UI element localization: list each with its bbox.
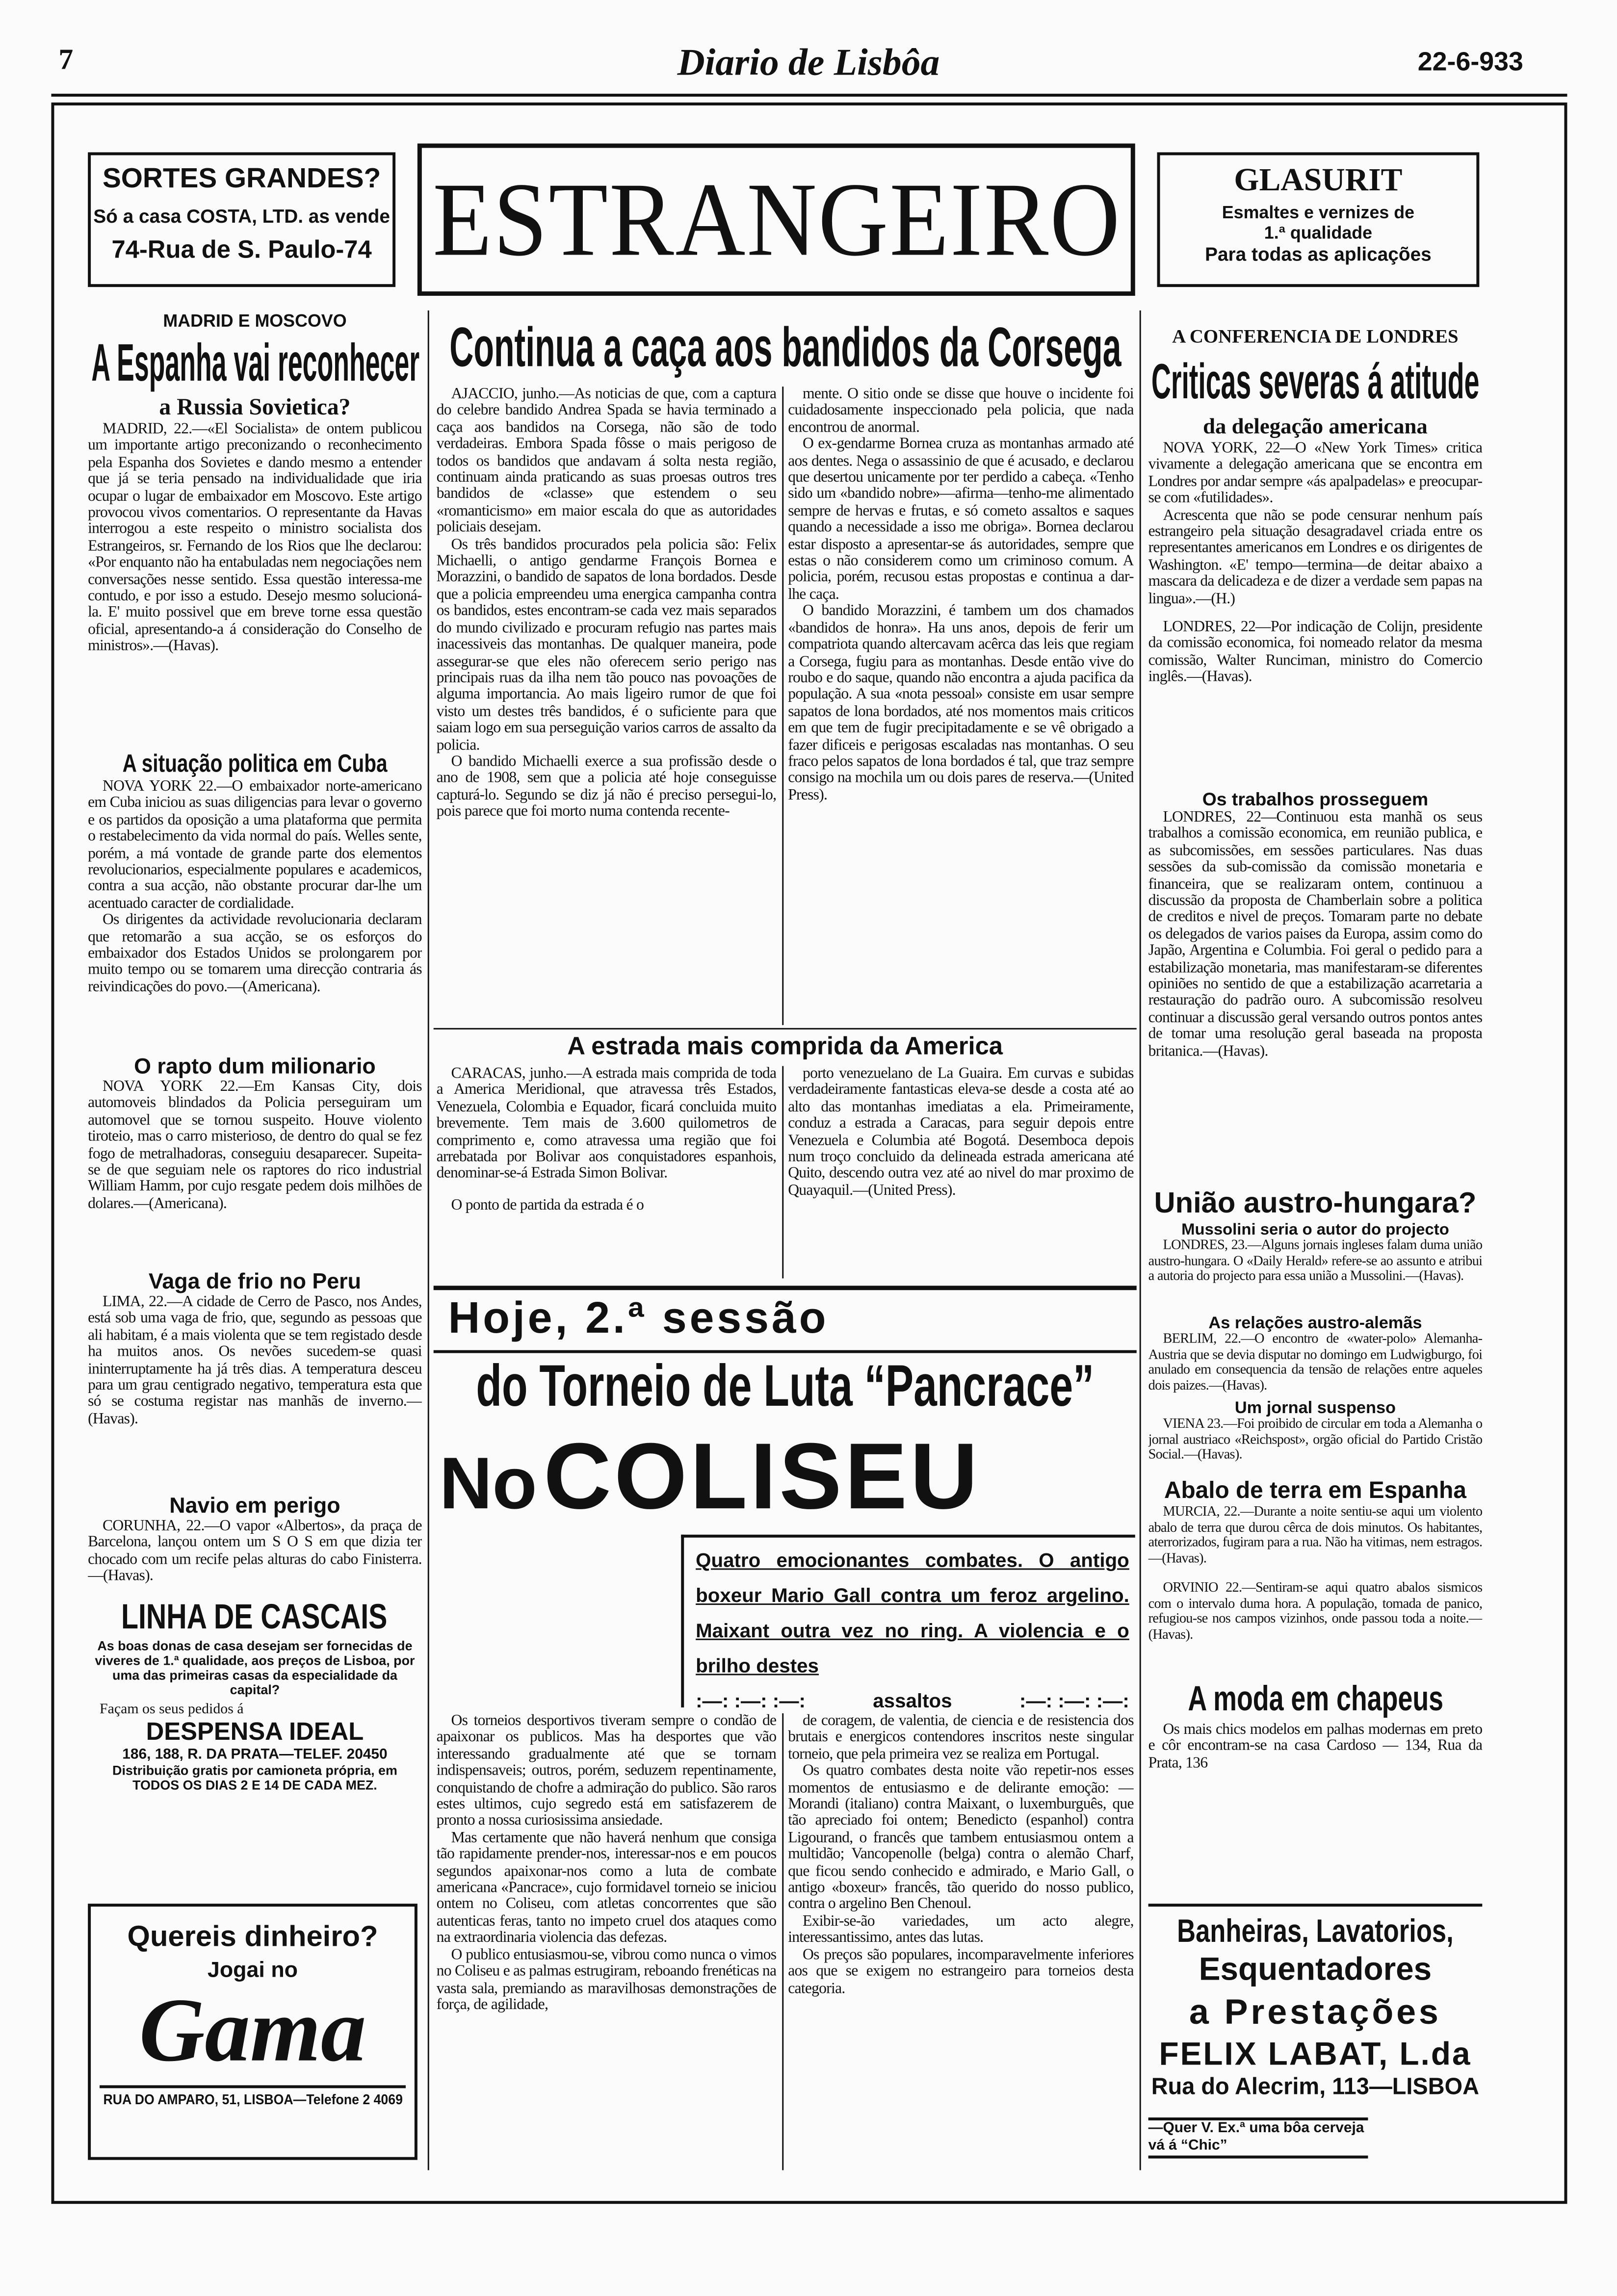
ad-title: LINHA DE CASCAIS xyxy=(122,1598,388,1637)
paragraph: MADRID, 22.—«El Socialista» de ontem publicou um importante artigo preconizando o reconhecimento pela Espanha dos Sovietes e dando mesmo a entender que já se teria pensado na individualidade que iria ocupar o lugar de embaixador em Moscovo. Este artigo provocou vivos comentarios. O representante da Havas interrogou a este respeito o ministro socialista dos Estrangeiros, sr. Fernando de los Rios que lhe declarou: «Por enquanto não ha entabuladas nem negociações nem conversações nesse sentido. Essa questão interessa-me contudo, e por isso a estudo. Desejo mesmo solucioná-la. E' muito possivel que em breve torne essa questão oficial, apresentando-a á consideração do Conselho de ministros».—(Havas). xyxy=(88,421,422,655)
ad-text: Esquentadores xyxy=(1199,1950,1432,1987)
paragraph: CORUNHA, 22.—O vapor «Albertos», da praça de Barcelona, lançou ontem um S O S em que dizia ter chocado com um recife pelas alturas do cabo Finisterra.—(Havas). xyxy=(88,1518,422,1585)
article-body-col2 xyxy=(788,387,1134,1025)
left-column xyxy=(88,310,422,1792)
paragraph: Acrescenta que não se pode censurar nenhum país estrangeiro pela situação desagradavel criada entre os representantes americanos em Londres e os dirigentes de Washington. «E' tempo—termina—de deitar abaixo a mascara da delicadeza e de dizer a verdade sem papas na lingua».—(H.) xyxy=(1148,507,1483,607)
headline: Continua a caça aos bandidos da Corsega xyxy=(449,317,1121,380)
paragraph: NOVA YORK 22.—Em Kansas City, dois automoveis blindados da Policia perseguiram um automovel que se tornou suspeito. Houve violento tiroteio, mas o carro misterioso, de dentro do qual se fez fogo de metralhadoras, conseguiu desaparecer. Supeita-se de que seguiam nele os raptores do rico industrial William Hamm, por cujo resgate pedem dois milhões de dolares.—(Americana). xyxy=(88,1079,422,1212)
paragraph: O publico entusiasmou-se, vibrou como nunca o vimos no Coliseu e as palmas estrugiram, reboando frenéticas na vasta sala, premiando as maravilhosas demonstrações de força, de agilidade, xyxy=(436,1947,777,2013)
headline: Um jornal suspenso xyxy=(1234,1400,1396,1418)
paragraph: Mas certamente que não haverá nenhum que consiga tão rapidamente prender-nos, interessar-nos e em poucos segundos apaixonar-nos como a luta de combate americana «Pancrace», cujo formidavel torneio se iniciou ontem no Coliseu, com atletas concorrentes que são autenticas feras, tanto no impeto cruel dos ataques como na extraordinaria violencia das defezas. xyxy=(436,1830,777,1947)
paragraph: O ex-gendarme Bornea cruza as montanhas armado até aos dentes. Nega o assassinio de que é acusado, e declarou que desertou unicamente por ter perdido a cabeça. «Tenho sido um «bandido nobre»—afirma—tenho-me alimentado sempre de hervas e frutas, e só cometo assaltos e saques quando a necessidade a isso me obriga». Bornea declarou estar disposto a apresentar-se ás autoridades, sempre que estas o não considerem como um criminoso comum. A policia, porém, recusou estas propostas e continua a dar-lhe caça. xyxy=(788,437,1134,603)
ad-title: Quereis dinheiro? xyxy=(127,1921,378,1954)
ad-title: GLASURIT xyxy=(1234,161,1403,198)
paragraph: MURCIA, 22.—Durante a noite sentiu-se aqui um violento abalo de terra que durou cêrca de dois minutos. Os habitantes, aterrorizados, fugiram para a rua. Não ha vitimas, nem estragos.—(Havas). xyxy=(1148,1505,1483,1566)
combates-box xyxy=(681,1535,1135,1707)
column-rule xyxy=(782,1066,783,1278)
article-body-col1 xyxy=(437,1713,777,2170)
ornament: :—: :—: :—: xyxy=(696,1690,806,1708)
column-rule xyxy=(782,1713,783,2170)
paragraph: CARACAS, junho.—A estrada mais comprida de toda a America Meridional, que atravessa três Estados, Venezuela, Colombia e Equador, ficará concluida muito brevemente. Tem mais de 3.600 quilometros de comprimento e, como atravessa uma região que foi arrebatada por Bolivar aos conquistadores espanhois, denominar-se-á Estrada Simon Bolivar. xyxy=(436,1066,777,1183)
ad-address: Rua do Alecrim, 113—LISBOA xyxy=(1151,2075,1480,2100)
ad-line-session: Hoje, 2.ª sessão xyxy=(448,1294,829,1343)
kicker: A CONFERENCIA DE LONDRES xyxy=(1172,325,1459,347)
glasurit-ad xyxy=(1157,152,1480,287)
ad-text: assaltos xyxy=(873,1690,952,1708)
ad-text: a Prestações xyxy=(1189,1993,1441,2033)
subheadline: da delegação americana xyxy=(1203,415,1428,439)
article-body xyxy=(88,1294,422,1476)
ad-text: Distribuição gratis por camioneta própria, em TODOS OS DIAS 2 E 14 DE CADA MEZ. xyxy=(112,1763,397,1793)
ad-text: Banheiras, Lavatorios, xyxy=(1177,1912,1454,1949)
paragraph: LONDRES, 23.—Alguns jornais ingleses falam duma união austro-hungara. O «Daily Herald» refere-se ao assunto e atribui a autoria do projecto para essa união a Mussolini.—(Havas). xyxy=(1148,1238,1483,1285)
ornament: :—: :—: :—: xyxy=(1019,1690,1129,1708)
column-rule xyxy=(1140,310,1141,2170)
paragraph: LONDRES, 22—Por indicação de Colijn, presidente da comissão economica, foi nomeado relator da mesma comissão, Walter Runciman, ministro do Comercio inglês.—(Havas). xyxy=(1148,619,1483,686)
paragraph: BERLIM, 22.—O encontro de «water-polo» Alemanha-Austria que se devia disputar no domingo em Ludwigburgo, foi anulado em consequencia da tensão de relações entre aqueles dois paizes.—(Havas). xyxy=(1148,1332,1483,1393)
ad-brand: FELIX LABAT, L.da xyxy=(1159,2035,1472,2072)
divider xyxy=(434,1028,1137,1030)
divider xyxy=(434,1286,1137,1290)
ad-text: Quatro emocionantes combates. O antigo boxeur Mario Gall contra um feroz argelino. Maixant outra vez no ring. A violencia e o brilho destes xyxy=(696,1549,1129,1677)
masthead-rule xyxy=(51,94,1567,97)
headline: A moda em chapeus xyxy=(1187,1679,1443,1719)
article-body xyxy=(1148,441,1483,790)
subheadline: Mussolini seria o autor do projecto xyxy=(1181,1221,1449,1239)
ad-text: Jogai no xyxy=(207,1958,298,1983)
gama-logo: Gama xyxy=(139,1981,366,2081)
store-name: DESPENSA IDEAL xyxy=(146,1717,364,1746)
paragraph: Os preços são populares, incomparavelmente inferiores aos que se exigem no estrangeiro para torneios desta categoria. xyxy=(788,1947,1134,1997)
paragraph: porto venezuelano de La Guaira. Em curvas e subidas verdadeiramente fantasticas eleva-se desde a costa até ao alto das montanhas imediatas a ela. Primeiramente, conduz a estrada a Caracas, para seguir depois entre Venezuela e Columbia até Bogotá. Desemboca depois num troço concluido da delineada estrada americana até Quito, descendo outra vez até ao nivel do mar proximo de Quayaquil.—(United Press). xyxy=(788,1066,1134,1199)
section-title-box xyxy=(417,144,1135,296)
headline: Abalo de terra em Espanha xyxy=(1164,1479,1466,1504)
paragraph: LONDRES, 22—Continuou esta manhã os seus trabalhos a comissão economica, em reunião publica, e as subcomissões, em sessões particulares. Nas duas sessões da sub-comissão da comissão monetaria e financeira, que se realizaram ontem, continuou a discussão da proposta de Chamberlain sobre a politica de creditos e nivel de preços. Tomaram parte no debate os delegados de varios paises da Europa, assim como do Japão, Argentina e Columbia. Foi geral o pedido para a estabilização monetaria, mas manifestaram-se diferentes opiniões no sentido de que a estabilização acarretaria a restauração do padrão ouro. A subcomissão resolveu continuar a discussão geral versando outros pontos antes de tomar uma resolução geral baseada na proposta britanica.—(Havas). xyxy=(1148,809,1483,1060)
gama-ad xyxy=(88,1904,417,2160)
ad-line: Só a casa COSTA, LTD. as vende xyxy=(93,205,390,227)
paragraph: AJACCIO, junho.—As noticias de que, com a captura do celebre bandido Andrea Spada se havia terminado a caça aos bandidos na Corsega, não são de todo verdadeiras. Embora Spada fôsse o mais perigoso de todos os bandidos que andavam á solta nesta região, continuam ainda praticando as suas proesas outros tres bandidos de «classe» que estendem o seu «romanticismo» em maior escala do que as autoridades policiais desejam. xyxy=(436,387,777,537)
article-body-col1 xyxy=(437,387,777,1025)
headline: Navio em perigo xyxy=(169,1494,340,1519)
headline: A situação politica em Cuba xyxy=(122,749,388,778)
headline: A estrada mais comprida da America xyxy=(567,1032,1003,1060)
sortes-grandes-ad xyxy=(88,152,395,287)
article-body xyxy=(88,779,422,1039)
paragraph: VIENA 23.—Foi proibido de circular em toda a Alemanha o jornal austriaco «Reichspost», orgão oficial do Partido Cristão Social.—(Havas). xyxy=(1148,1417,1483,1463)
headline: Vaga de frio no Peru xyxy=(148,1269,361,1295)
headline: As relações austro-alemãs xyxy=(1208,1315,1422,1333)
felix-labat-ad xyxy=(1148,1904,1483,2101)
paragraph: LIMA, 22.—A cidade de Cerro de Pasco, nos Andes, está sob uma vaga de frio, que, segundo as pessoas que ali habitam, é a mais violenta que se tem registado desde ha muitos anos. Os nevões sucedem-se quasi ininterruptamente ha já três dias. A temperatura desceu para um grau centigrado negativo, temperatura esta que só se costuma registar nas manhãs de inverno.—(Havas). xyxy=(88,1294,422,1428)
paragraph: Os quatro combates desta noite vão repetir-nos esses momentos de entusiasmo e de delirante emoção: — Morandi (italiano) contra Maixant, o luxemburguês, que tão apreciado foi ontem; Benedicto (espanhol) contra Ligourand, o francês que tambem entusiasmou ontem a multidão; Vancopenolle (belga) contra o alemão Charf, que ficou sendo conhecido e admirado, e Mario Gall, o antigo «boxeur» francês, tão querido do nosso publico, contra o argelino Ben Chenoul. xyxy=(788,1763,1134,1913)
article-body xyxy=(1148,1333,1483,1397)
ad-line-coliseu: COLISEU xyxy=(543,1423,981,1529)
paragraph: Exibir-se-ão variedades, um acto alegre, interessantissimo, antes das lutas. xyxy=(788,1913,1134,1947)
section-title: ESTRANGEIRO xyxy=(432,160,1121,278)
ad-line: 1.ª qualidade xyxy=(1264,222,1373,243)
article-body xyxy=(1148,1239,1483,1309)
headline: Criticas severas á atitude xyxy=(1151,354,1480,410)
paragraph: Os dirigentes da actividade revolucionaria declaram que retomarão a sua acção, se os esforços do embaixador dos Estados Unidos se prolongarem por muito tempo ou se tomarem uma direcção contraria ás reivindicações do povo.—(Americana). xyxy=(88,912,422,996)
ad-address: RUA DO AMPARO, 51, LISBOA—Telefone 2 4069 xyxy=(103,2092,403,2109)
ad-text xyxy=(1148,1722,1483,1795)
newspaper-title: Diario de Lisbôa xyxy=(677,41,940,84)
paragraph: O ponto de partida da estrada é o xyxy=(451,1197,644,1214)
article-body-col2 xyxy=(788,1713,1134,2170)
article-body xyxy=(88,422,422,729)
kicker: MADRID E MOSCOVO xyxy=(163,310,347,331)
store-address: 186, 188, R. DA PRATA—TELEF. 20450 xyxy=(122,1747,388,1763)
article-body xyxy=(1148,810,1483,1179)
paragraph: Os três bandidos procurados pela policia são: Felix Michaelli, o antigo gendarme François Bornea e Morazzini, o bandido de sapatos de lona bordados. Desde que a policia empreendeu uma energica campanha contra os bandidos, estes encontram-se cada vez mais separados do mundo civilizado e procuram refugio nas partes mais inacessiveis das montanhas. De qualquer maneira, pode assegurar-se que eles não oferecem serio perigo nas principais ruas da ilha nem tão pouco nas povoações de alguma importancia. Ao mais ligeiro rumor de que foi visto um destes três bandidos, é o suficiente para que saiam logo em sua perseguição varios carros de assalto da policia. xyxy=(436,537,777,754)
paragraph: mente. O sitio onde se disse que houve o incidente foi cuidadosamente inspeccionado pela policia, que nada encontrou de anormal. xyxy=(788,387,1134,437)
headline: O rapto dum milionario xyxy=(134,1054,376,1080)
subheadline: Os trabalhos prosseguem xyxy=(1202,789,1429,810)
chic-ad: —Quer V. Ex.ª uma bôa cerveja vá á “Chic” xyxy=(1148,2117,1368,2159)
right-column xyxy=(1148,325,1483,1795)
paragraph: O bandido Morazzini, é tambem um dos chamados «bandidos de honra». Ha uns anos, depois de ferir um compatriota quando altercavam acêrca das leis que regiam a Corsega, fugiu para as montanhas. Desde então vive do roubo e do saque, quando não encontra a ajuda pacifica da população. A sua «nota pessoal» consiste em usar sempre sapatos de lona bordados, até nos momentos mais criticos em que tem de fugir precipitadamente e se vê obrigado a fazer dificeis e perigosas escaladas nas montanhas. O seu fraco pelos sapatos de lona bordados é tal, que traz sempre consigo na mochila um ou dois pares de reserva.—(United Press). xyxy=(788,603,1134,804)
column-rule xyxy=(782,387,783,1025)
ad-text: Façam os seus pedidos á xyxy=(100,1702,244,1718)
paragraph: O bandido Michaelli exerce a sua profissão desde o ano de 1908, sem que a policia até hoje conseguisse capturá-lo. Segundo se diz já não é preciso persegui-lo, pois parece que foi morto numa contenda recente- xyxy=(436,754,777,821)
ad-line-tournament: do Torneio de Luta “Pancrace” xyxy=(476,1354,1095,1419)
ad-address: 74-Rua de S. Paulo-74 xyxy=(111,235,372,264)
ad-line: Para todas as aplicações xyxy=(1205,243,1432,265)
subheadline: a Russia Sovietica? xyxy=(159,395,351,420)
article-body-col2 xyxy=(788,1066,1134,1278)
page-number: 7 xyxy=(58,44,74,77)
article-body xyxy=(88,1079,422,1252)
paragraph: de coragem, de valentia, de ciencia e de resistencia dos brutais e energicos contendores inscritos neste singular torneio, que pela primeira vez se realiza em Portugal. xyxy=(788,1713,1134,1763)
column-rule xyxy=(428,310,429,2170)
paragraph: NOVA YORK, 22—O «New York Times» critica vivamente a delegação americana que se encontra em Londres por andar sempre «ás apalpadelas» e preocupar-se com «futilidades». xyxy=(1148,440,1483,507)
paragraph: ORVINIO 22.—Sentiram-se aqui quatro abalos sismicos com o intervalo duma hora. A população, tomada de panico, refugiou-se nos campos vizinhos, onde passou toda a noite.—(Havas). xyxy=(1148,1581,1483,1643)
paragraph: Os mais chics modelos em palhas modernas em preto e côr encontram-se na casa Cardoso — 134, Rua da Prata, 136 xyxy=(1148,1722,1483,1772)
ad-title: SORTES GRANDES? xyxy=(102,164,381,195)
headline: A Espanha vai reconhecer xyxy=(91,332,419,393)
article-body xyxy=(1148,1505,1483,1678)
paragraph: NOVA YORK 22.—O embaixador norte-americano em Cuba iniciou as suas diligencias para levar o governo e os partidos da oposição a uma plataforma que permita o restabelecimento da vida normal do país. Welles sente, porém, a má vontade de grande parte dos elementos revolucionarios, especialmente populares e academicos, contra a sua acção, não obstante procurar dar-lhe um acentuado caracter de cordialidade. xyxy=(88,779,422,912)
article-body-col1 xyxy=(437,1066,777,1278)
article-body xyxy=(88,1519,422,1589)
headline: União austro-hungara? xyxy=(1154,1187,1477,1220)
issue-date: 22-6-933 xyxy=(1417,47,1523,77)
ad-line-no: No xyxy=(439,1442,537,1524)
paragraph: Os torneios desportivos tiveram sempre o condão de apaixonar os publicos. Mas ha desportes que vão interessando gradualmente até que se tornam indispensaveis; outros, porém, seduzem repentinamente, conquistando de chofre a admiração do publico. São raros estes ultimos, cujo segredo está em satisfazerem de pronto a nossa curiosissima ansiedade. xyxy=(436,1713,777,1830)
article-body xyxy=(1148,1418,1483,1468)
ad-line: Esmaltes e vernizes de xyxy=(1222,202,1415,223)
ad-text: As boas donas de casa desejam ser fornecidas de viveres de 1.ª qualidade, aos preços de Lisboa, por uma das primeiras casas da especialidade da capital? xyxy=(95,1638,415,1698)
